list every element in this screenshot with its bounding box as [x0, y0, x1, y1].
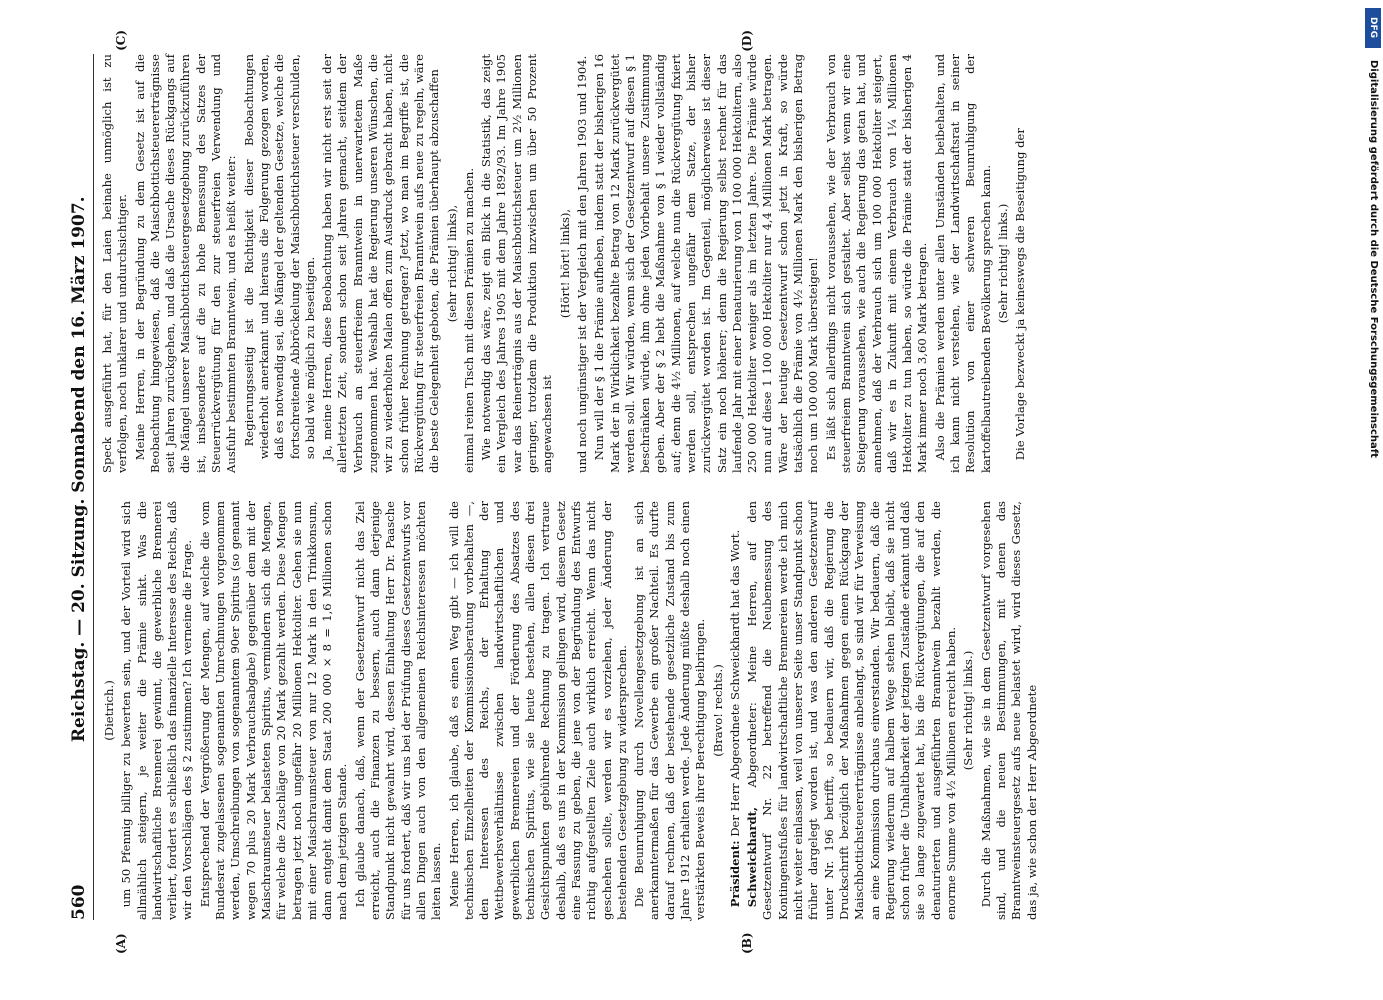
interjection: (Hört! hört! links),: [557, 208, 572, 319]
page-header: [69, 54, 94, 920]
paragraph: Entsprechend der Vergrößerung der Mengen, auf welche die vom Bundesrat zugelassenen sogenannten Umrechnungen vorgenommen werden, Umschreibungen von sogenanntem 90er Spiritus (so genannt wegen 70 plus 20 Mark Verbrauchsabgabe) gegenüber dem mit der Maischraumsteuer belasteten Spiritus, vermindern sich die Mengen, für welche die Zuschläge von 20 Mark gezahlt werden. Diese Mengen betragen jetzt noch ungefähr 20 Millionen Hektoliter. Gehen sie nun mit einer Maischraumsteuer von nur 12 Mark in den Trinkkonsum, dann entgeht damit dem Staat 200 000 × 8 = 1,6 Millionen schon nach dem jetzigen Stande.: [197, 501, 349, 920]
digitization-sidebar: [1361, 0, 1379, 1000]
paragraph: Es läßt sich allerdings nicht voraussehen, wie der Verbrauch von steuerfreiem Branntwein sich gestaltet. Aber selbst wenn wir eine Steigerung voraussehen, wie auch die Regierung das getan hat, und annehmen, daß der Verbrauch sich um 100 000 Hektoliter steigert, daß wir es in Zukunft mit einem Verbrauch von 1¼ Millionen Hektoliter zu tun haben, so würde die Prämie statt der bisherigen 4 Mark immer noch 3,60 Mark betragen.: [823, 54, 929, 473]
page-number: 560: [68, 884, 89, 920]
page-title: Reichstag. — 20. Sitzung. Sonnabend den 16. März 1907.: [68, 196, 89, 743]
speaker-text: Abgeordneter: Meine Herren, auf den Gesetzentwurf Nr. 22 betreffend die Neubemessung des Kontingentsfußes für landwirtschaftliche Brennereien werde ich mich nicht weiter einlassen, weil von unserer Seite unser Standpunkt schon früher dargelegt worden ist, und was den anderen Gesetzentwurf unter Nr. 196 betrifft, so bedauern wir, daß die Regierung die Druckschrift bezüglich der Maßnahmen gegen einen Rückgang der Maischbottichsteuererträgnisse anbelangt, so sind wir für Verweisung an eine Kommission durchaus einverstanden. Wir bedauern, daß die Regierung wiederum auf halbem Wege stehen bleibt, daß sie nicht schon früher die Unhaltbarkeit der jetzigen Zustände erkannt und daß sie so lange zugewartet hat, bis die Rückvergütungen, die auf den denaturierten und ausgeführten Branntwein bezahlt werden, die enorme Summe von 4½ Millionen erreicht haben.: [744, 501, 958, 920]
digitization-credit: Digitalisierung gefördert durch die Deutsche Forschungsgemeinschaft: [1368, 60, 1379, 458]
paragraph: Speck ausgeführt hat, für den Laien beinahe unmöglich ist zu verfolgen, noch unklarer und undurchsichtiger.: [99, 54, 129, 473]
president-paragraph: [727, 501, 742, 920]
president-label: Präsident:: [727, 840, 742, 908]
margin-marker-b: (B): [739, 932, 754, 954]
paragraph: einmal reinen Tisch mit diesen Prämien zu machen.: [461, 167, 476, 473]
paragraph: Meine Herren, in der Begründung zu dem Gesetz ist auf die Beobachtung hingewiesen, daß die Maischbottichsteuererträgnisse seit Jahren zurückgehen, und daß die Ursache dieses Rückgangs auf die Mängel unserer Maischbottichsteuergesetzgebung zurückzuführen ist, insbesondere auf die zu hohe Bemessung des Satzes der Steuerrückvergütung für den zur steuerfreien Verwendung und Ausfuhr bestimmten Branntwein, und es heißt weiter:: [132, 54, 238, 473]
approval-note: (Sehr richtig! links.): [960, 650, 975, 771]
paragraph: Wie notwendig das wäre, zeigt ein Blick in die Statistik, das zeigt ein Vergleich des Jahres 1905 mit dem Jahre 1892/93. Im Jahre 1905 war das Reinerträgnis aus der Maischbottichsteuer um 2½ Millionen geringer, trotzdem die Produktion inzwischen um über 50 Prozent angewachsen ist: [478, 54, 554, 473]
left-column: [100, 501, 1042, 954]
paragraph: Die Beunruhigung durch Novellengesetzgebung ist an sich anerkanntermaßen für das Gewerbe ein großer Nachteil. Es durfte darauf rechnen, daß der bestehende gesetzliche Zustand bis zum Jahre 1912 erhalten werde. Jede Änderung müßte deshalb noch einen verstärkten Beweis ihrer Berechtigung beibringen.: [631, 501, 707, 920]
speaker-label: Schweickhardt,: [744, 806, 759, 908]
margin-marker-c: (C): [113, 30, 128, 51]
paragraph: Durch die Maßnahmen, wie sie in dem Gesetzentwurf vorgesehen sind, und die neuen Bestimmungen, mit denen das Branntweinsteuergesetz aufs neue belastet wird, wird dieses Gesetz, das ja, wie schon der Herr Abgeordnete: [978, 501, 1039, 920]
margin-marker-a: (A): [113, 933, 128, 954]
president-text: Der Herr Abgeordnete Schweickhardt hat das Wort.: [727, 529, 742, 837]
speaker-paragraph: [745, 501, 959, 920]
paragraph: Ich glaube danach, daß, wenn der Gesetzentwurf nicht das Ziel erreicht, auch die Finanzen zu bessern, auch dann derjenige Standpunkt nicht gewahrt wird, dessen Einhaltung Herr Dr. Paasche für uns fordert, daß wir uns bei der Prüfung dieses Gesetzentwurfs vor allen Dingen auch von den allgemeinen Reichsinteressen möchten leiten lassen.: [352, 501, 443, 920]
paragraph: Also die Prämien werden unter allen Umständen beibehalten, und ich kann nicht verstehen, wie der Landwirtschaftsrat in seiner Resolution von einer schweren Beunruhigung der kartoffelbautreibenden Bevölkerung sprechen kann.: [932, 54, 993, 473]
applause-note: (Bravo! rechts.): [710, 664, 725, 757]
paragraph: Nun will der § 1 die Prämie aufheben, indem statt der bisherigen 16 Mark der in Wirklichkeit bezahlte Betrag von 12 Mark zurückvergütet werden soll. Wir würden, wenn sich der Gesetzentwurf auf diesen § 1 beschränken würde, ihm ohne jeden Vorbehalt unsere Zustimmung geben. Aber der § 2 hebt die Maßnahme von § 1 wieder vollständig auf; denn die 4½ Millionen, auf welche nun die Rückvergütung fixiert werden soll, entsprechen ungefähr dem Satze, der bisher zurückvergütet worden ist. Im Gegenteil, möglicherweise ist dieser Satz ein noch höherer; denn die Regierung selbst rechnet für das laufende Jahr mit einer Denaturierung von 1 100 000 Hektolitern, also 250 000 Hektoliter weniger als im letzten Jahre. Die Prämie würde nun auf diese 1 100 000 Hektoliter nur 4,4 Millionen Mark betragen. Wäre der heutige Gesetzentwurf schon jetzt in Kraft, so würde tatsächlich die Prämie von 4½ Millionen Mark den bisherigen Betrag noch um 100 000 Mark übersteigen!: [591, 54, 820, 473]
quote-paragraph: Regierungsseitig ist die Richtigkeit dieser Beobachtungen wiederholt anerkannt und hieraus die Folgerung gezogen worden, daß es notwendig sei, die Mängel der geltenden Gesetze, welche die fortschreitende Abbröckelung der Maischbottichsteuer verschulden, so bald wie möglich zu beseitigen.: [241, 54, 317, 460]
paragraph: Ja, meine Herren, diese Beobachtung haben wir nicht erst seit der allerletzten Zeit, sondern schon seit Jahren gemacht, seitdem der Verbrauch an steuerfreiem Branntwein in unerwartetem Maße zugenommen hat. Weshalb hat die Regierung unseren Wünschen, die wir zu wiederholten Malen offen zum Ausdruck gebracht haben, nicht schon früher Rechnung getragen? Jetzt, wo man im Begriffe ist, die Rückvergütung für steuerfreien Branntwein aufs neue zu regeln, wäre die beste Gelegenheit geboten, die Prämien überhaupt abzuschaffen: [319, 54, 441, 473]
paragraph: Meine Herren, ich glaube, daß es einen Weg gibt — ich will die technischen Einzelheiten der Kommissionsberatung vorbehalten —, den Interessen des Reichs, der Erhaltung der Wettbewerbsverhältnisse zwischen landwirtschaftlichen und gewerblichen Brennereien und der Förderung des Absatzes des technischen Spiritus, wie sie heute bestehen, allen diesen drei Gesichtspunkten gebührende Rechnung zu tragen. Ich vertraue deshalb, daß es uns in der Kommission gelingen wird, diesem Gesetz eine Fassung zu geben, die jene von der Begründung des Entwurfs richtig aufgestellten Ziele auch wirklich erreicht. Wenn das nicht geschehen sollte, werden wir es vorziehen, jeder Änderung der bestehenden Gesetzgebung zu widersprechen.: [446, 501, 629, 920]
paragraph: um 50 Pfennig billiger zu bewerten sein, und der Vorteil wird sich allmählich steigern, je weiter die Prämie sinkt. Was die landwirtschaftliche Brennerei gewinnt, die gewerbliche Brennerei verliert, fordert es schließlich das finanzielle Interesse des Reichs, daß wir den Vorschlägen des § 2 zustimmen? Ich verneine die Frage.: [118, 501, 194, 920]
interjection: (Sehr richtig! links.): [995, 203, 1010, 324]
paragraph: und noch ungünstiger ist der Vergleich mit den Jahren 1903 und 1904.: [574, 55, 589, 473]
interjection: (sehr richtig! links),: [444, 204, 459, 323]
margin-marker-d: (D): [739, 30, 754, 52]
right-column: [99, 30, 1042, 473]
dfg-logo: DFG: [1365, 8, 1381, 48]
speaker-note: (Dietrich.): [101, 680, 116, 741]
paragraph: Die Vorlage bezweckt ja keineswegs die Beseitigung der: [1012, 128, 1027, 461]
document-page: [47, 30, 1337, 960]
